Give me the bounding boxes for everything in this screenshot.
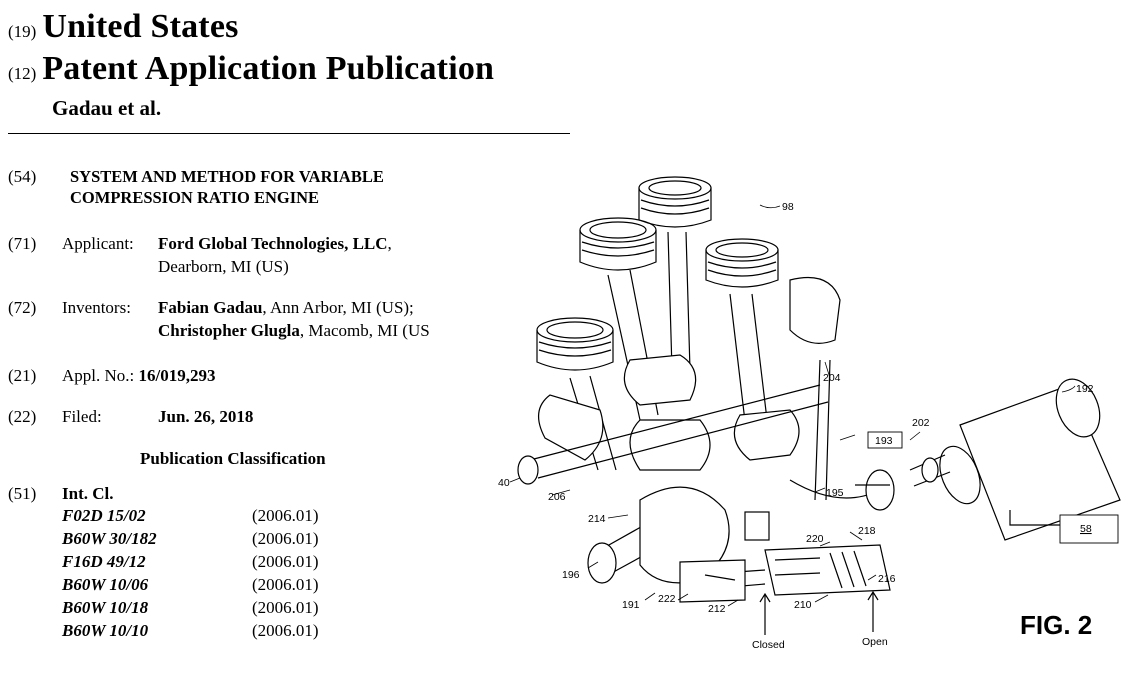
inid-code-72: (72) (8, 298, 37, 317)
country-name: United States (42, 8, 239, 45)
title-line-1: SYSTEM AND METHOD FOR VARIABLE (70, 167, 384, 186)
applicant-name: Ford Global Technologies, LLC (158, 234, 388, 253)
ref-58: 58 (1080, 523, 1092, 535)
figure-label: FIG. 2 (1020, 610, 1093, 640)
inventor-1 (158, 297, 414, 318)
classification-row (62, 575, 319, 595)
inid-code-54: (54) (8, 167, 37, 186)
ref-222: 222 (658, 593, 676, 605)
classification-row (62, 621, 319, 641)
ref-191: 191 (622, 599, 640, 611)
ref-192: 192 (1076, 383, 1094, 395)
field-71-applicant (8, 233, 134, 254)
header-country-line (8, 8, 239, 46)
classification-row (62, 552, 319, 572)
label-open: Open (862, 636, 888, 648)
con-rod-2 (668, 232, 690, 370)
engine-linework (518, 177, 1120, 635)
ref-202: 202 (912, 417, 930, 429)
class-version: (2006.01) (252, 506, 319, 525)
inventors-label: Inventors: (62, 298, 131, 317)
field-22-filed (8, 406, 102, 427)
field-72-inventors (8, 297, 131, 318)
class-version: (2006.01) (252, 529, 319, 548)
applicant-label: Applicant: (62, 234, 134, 253)
ref-40: 40 (498, 477, 510, 489)
classification-row (62, 506, 319, 526)
applicant-name-line (158, 233, 392, 254)
ref-206: 206 (548, 491, 566, 503)
ref-204: 204 (823, 372, 841, 384)
applicant-location: Dearborn, MI (US) (158, 257, 289, 276)
label-closed: Closed (752, 639, 785, 651)
inventor-short-name: Gadau et al. (52, 96, 162, 120)
appl-no-value: 16/019,293 (138, 366, 216, 385)
piston-4 (537, 318, 613, 370)
filed-date: Jun. 26, 2018 (158, 407, 254, 426)
class-version: (2006.01) (252, 621, 319, 640)
field-51-int-cl (8, 483, 113, 504)
title-line-2: COMPRESSION RATIO ENGINE (70, 188, 320, 207)
publication-classification-heading: Publication Classification (140, 449, 326, 468)
class-code: F16D 49/12 (62, 552, 146, 571)
ref-216: 216 (878, 573, 896, 585)
ref-196: 196 (562, 569, 580, 581)
ref-212: 212 (708, 603, 726, 615)
piston-3 (706, 239, 778, 287)
applicant-name-suffix: , (387, 234, 392, 253)
class-version: (2006.01) (252, 575, 319, 594)
classification-row (62, 598, 319, 618)
int-cl-label: Int. Cl. (62, 484, 114, 503)
class-code: F02D 15/02 (62, 506, 146, 525)
class-code: B60W 30/182 (62, 529, 157, 548)
piston-1 (580, 218, 656, 270)
class-version: (2006.01) (252, 598, 319, 617)
inid-code-21: (21) (8, 366, 37, 385)
ref-218: 218 (858, 525, 876, 537)
inventor-2-location: , Macomb, MI (US (299, 321, 430, 340)
inid-code-19: (19) (8, 22, 37, 41)
invention-title (70, 166, 384, 208)
inid-code-12: (12) (8, 64, 37, 83)
inventor-1-location: , Ann Arbor, MI (US); (262, 298, 414, 317)
ref-193: 193 (875, 435, 893, 447)
inid-code-71: (71) (8, 234, 37, 253)
piston-2 (639, 177, 711, 227)
class-code: B60W 10/18 (62, 598, 149, 617)
ref-98: 98 (782, 201, 794, 213)
ref-214: 214 (588, 513, 606, 525)
field-21-appl-no (8, 365, 215, 386)
classification-row (62, 529, 319, 549)
class-version: (2006.01) (252, 552, 319, 571)
ref-195: 195 (826, 487, 844, 499)
field-54-title (8, 166, 384, 207)
filed-label: Filed: (62, 407, 102, 426)
inventor-2-name: Christopher Glugla (158, 321, 300, 340)
inventor-2 (158, 320, 492, 341)
document-type: Patent Application Publication (42, 50, 495, 87)
inventor-1-name: Fabian Gadau (158, 298, 263, 317)
ref-220: 220 (806, 533, 824, 545)
class-code: B60W 10/06 (62, 575, 149, 594)
inid-code-51: (51) (8, 484, 37, 503)
engine-figure-drawing (490, 170, 1130, 670)
appl-no-label: Appl. No.: (62, 366, 135, 385)
ref-210: 210 (794, 599, 812, 611)
header-divider (8, 133, 570, 134)
header-doctype-line (8, 50, 494, 88)
inid-code-22: (22) (8, 407, 37, 426)
con-rod-3 (730, 294, 768, 430)
class-code: B60W 10/10 (62, 621, 149, 640)
